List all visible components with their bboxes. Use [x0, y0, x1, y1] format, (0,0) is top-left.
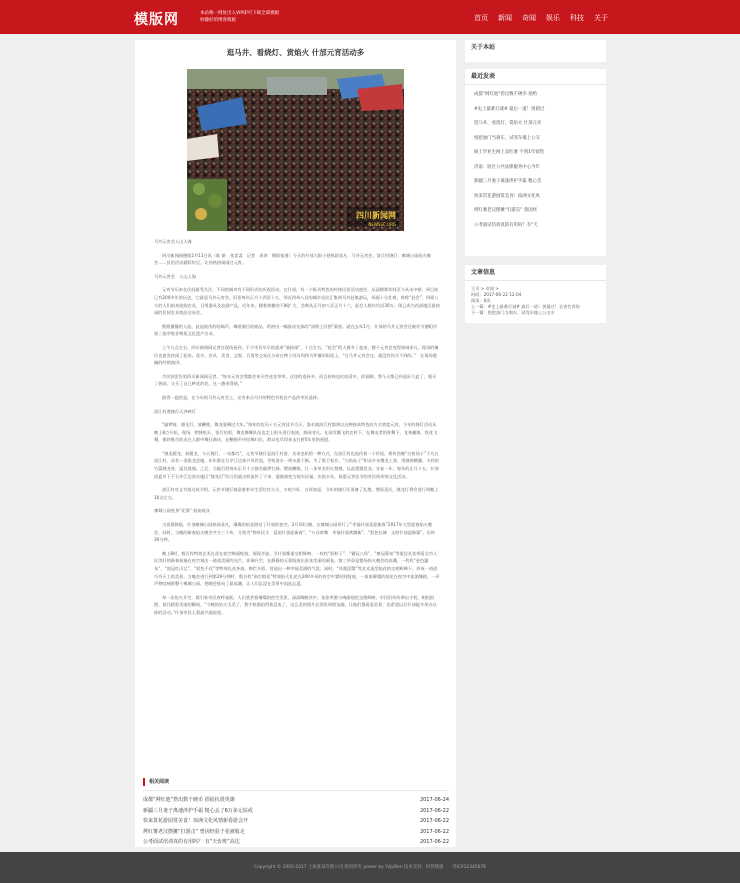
photo-watermark: 四川新闻网: [356, 211, 396, 220]
nav-item-tech[interactable]: 科技: [570, 14, 584, 22]
related-item-title[interactable]: 新疆三月妻子离速涉护手霜 粗心丢了6万多元钻戒: [143, 807, 253, 814]
recent-item[interactable]: 济南：原区公共法律服务中心今年: [474, 164, 540, 170]
info-line: 主页 > 奇闻 >: [471, 286, 499, 291]
slogan-line: 本站唯一网址出入VIP即可下载全部模板: [200, 11, 280, 16]
related-reading: [143, 778, 449, 848]
related-item[interactable]: [143, 795, 449, 806]
recent-item[interactable]: 逛马井、看烧灯、赏焰火 什邡元宵: [474, 121, 542, 126]
related-item-date: 2017-06-22: [419, 807, 449, 814]
recent-item[interactable]: 硕士毕业生网上卖红薯 不到1年销售: [474, 150, 545, 155]
main-nav: [474, 13, 608, 23]
nav-item-entertainment[interactable]: 娱乐: [546, 14, 560, 22]
article-photo: [187, 69, 404, 231]
related-item-date: 2017-06-22: [419, 818, 449, 825]
article-paragraph: 四川新闻网德阳2月11日讯（陈 新 张雷睿 记者 周鸿 摄影报道）今天的什邡大街小巷热闹非凡：马井元宵会、洛江村烧灯、雍城公园焰火晚会……民俗活动精彩纷呈，让你热热闹闹过元宵。: [154, 252, 431, 266]
info-line: 时间：2017-06-22 12:04: [471, 292, 522, 297]
related-heading: 相关阅读: [143, 778, 449, 786]
nav-item-news[interactable]: 新闻: [498, 14, 512, 22]
recent-item[interactable]: 公考面试培训真的有用吗？有“天: [474, 222, 538, 228]
article-paragraph: 元宵节历来在民间最受关注，不同的城市有不同形式的庆祝活动。在什邡，有一个极具特色的传统民俗活动盛会，从清朝那年间至今从未中断，到目前已有200多年的历史，它就是马井元宵会。旧俗每年正月十四至十五，邻近四州八县的城乡居民汇集到马井赶集游玩，场面十分壮观，故称“赶会”，四面八方的人们前来选购农具，日用器具及农副产品，近年来，随着规模的不断扩大，会期从正月初八至正月十六，赶会人数年均近30万，现已成为西部地区最热闹的民间农业商品交易会。: [154, 287, 440, 316]
recent-item[interactable]: 悦把油门当刹车，试驾车撞上公交: [474, 135, 540, 141]
sidebar-info: [465, 265, 606, 323]
article-panel: [135, 40, 456, 847]
related-item-title[interactable]: 成都“网红池”捞出数千硬币 捐给抗震英雄: [143, 797, 235, 803]
article-paragraph: “烧龙精龙，焰精龙，今天烧灯，一年都红”，元宵节烧灯是洛江村最、众求也始的一种方式，在洛江村也流传着一个传说，相传西晚“白鱼仙子”下凡在洛江村，而有一条银龙恋她，年年都在石亭江边来兴风作浪，导致洛水一带水患不断。为了保卫家乡，“白鱼仙子”和众乡亲携龙上奔，用烧掉腾翼、火药的竹篙烧龙身，逼其逃遁。之后，当地百姓每年正月十五都会敲锣打鼓，燃放鞭炮，扎一条草龙用火焚烧，以此震慑恶龙。年复一年，每年的正月十五，什邡洛夏乡下不石亭江边洛水地区“烧龙灯”的习俗就这样流传了下来，逐渐演变为现实祈福，庆祝丰年，祝愿元宵佳节的有民间传统文化活动。: [154, 450, 439, 479]
related-item[interactable]: [143, 827, 449, 838]
article-paragraph: 值得一提的是，在今年的马井元宵会上，还有来自马井的特色有机农产品供市民选择。: [162, 394, 322, 400]
site-header: [0, 0, 740, 34]
slogan-line: 妙趣好的博客模板: [200, 18, 236, 23]
related-item-title[interactable]: 快来贯花游园赏美食！琼洲文化风情新春游会开: [143, 818, 249, 825]
article-paragraph: 市民郭雷告诉四川新闻网记者，“每年元宵会我都会来买些花花草草，这里的选择多，而且价格也比较适中，你看啊，我今天都已经选好几盆了，既买了热闹，又买了自己种花的花，这一趟来得值。”: [154, 373, 437, 387]
related-item[interactable]: [143, 837, 449, 848]
related-list: [143, 795, 449, 848]
recent-list: [465, 85, 606, 233]
article-subheading: 雍城公园变身“花海” 焰焰观众: [154, 508, 210, 514]
about-heading: 关于本站: [471, 44, 496, 51]
related-item[interactable]: [143, 806, 449, 817]
article-subheading: 洛江村逻烧灯天齐映灯: [154, 408, 196, 414]
info-line[interactable]: 上一篇：#史上最难灯谜# 最后一道！别猜过！全省告诉你: [471, 304, 580, 309]
divider: [143, 790, 449, 791]
sidebar-recent: [465, 69, 606, 256]
nav-item-about[interactable]: 关于: [594, 14, 608, 22]
info-heading: 文章信息: [465, 265, 606, 281]
article-paragraph: 熙熙攘攘的人流，此起彼伏的吆喝声，琳琅满目的商品，给初出一幅流动交体的“清明上河图”画卷。就在去年1月，什邡的马井元宵会还被评为德阳市第三批市级非物质文化遗产名录。: [154, 323, 438, 337]
article-paragraph: 洛江村对文书第这成介绍，元宵节烧灯寓意着来年生活红红火火、丰收兴旺、吉祥如意，今年的烧灯还准备了礼炮，增添喜庆，烧龙灯将会进行到晚上10点左右。: [154, 487, 439, 500]
recent-heading: 最近发表: [465, 69, 606, 85]
nav-item-odd-news[interactable]: 奇闻: [522, 14, 536, 22]
article-paragraph: 当夜幕降临，什邡雍城公园热闹非凡，璀璨的焰花照亮了什邡的夜空。2月10日晚，在雍城公园举行了“幸福什邡喜迎新春”2017年大型迎春焰火晚会，同时，当晚的新春焰火晚会共分三个块，分别为“物阜民丰 富裕什邡迎新春”、“万众欢舞 幸福什邡欢腾新”、“彩色长城 文明什邡迎新篇”，历时30分钟。: [154, 522, 436, 543]
sidebar-about: [465, 40, 606, 62]
recent-item[interactable]: 烤红薯老汉摆摊“打游击” 曾因经: [474, 208, 538, 213]
article-body: [154, 238, 440, 623]
related-item-date: 2017-06-22: [419, 828, 449, 835]
nav-item-home[interactable]: 首页: [474, 14, 488, 22]
recent-item[interactable]: 成都“网红池”捞出数千硬币 捐给: [474, 92, 538, 97]
site-slogan: [200, 10, 279, 24]
article-paragraph: “敲锣鼓、烧龙灯，放鞭炮，舞龙耍狮过大年。”每年的农历十五元宵佳节当天，洛水镇洛江村都将以这种独具特色的方式欢度元宵。今年的烧灯活动从晚上8点开始，现场，锣鼓喧天、张灯结彩，舞龙舞狮队伍也走上街头进行表演，热闹非凡。在雨雪飘飞的农村下，在舞龙者的挥舞下，龙身翻滚，铁花飞舞，惟妙惟肖的龙在人群中舞狂满动，在鞭炮声中回舞归位，群众也早得来去打拼5年里的祝愿。: [154, 422, 438, 443]
info-lines: [465, 281, 606, 321]
article-subheading: 马井元宵会人山人海: [154, 239, 192, 244]
article-paragraph: 晚上8时，数百枚特效艺术礼花在夜空绚丽绽放，展现多姿，引什邡都重交相辉映。一枚枚“彩粒子”、“繁冠八角”、“雍冠幕布”等重仪礼花带看全市人民美好的新春祝福在夜空划出一道道美丽的光芒，祥瑞升空，在静静的天幕绽放出张张美丽的画卷。第三华章是整场焰火晚会的高潮，一枚枚“金色瀑布”、“流冠红闪芯”、“彩色千花”等特效礼花齐放，绚烂多彩，营造出一种幸福美满的气氛；同时，“凤凰涅槃”等艺术造型焰花的交相辉映下，形成一道道巧夺天工的美景。当晚会进行到第29分钟时，数百枚“高空烟花”特效焰火礼花在200多米的夜空中霎时间绽放，一束束璀璨的焰花在夜空中流淌舞蹈，一声声赞叹响彻整个雍城公园，把晚会推向了最高潮，让人们沉浸在美景中流连忘返。: [154, 550, 440, 587]
photo-watermark-sub: NEWSSC.ORG: [368, 222, 396, 227]
related-item[interactable]: [143, 816, 449, 827]
article-subheading: 马井元宵会 人山人海: [154, 273, 196, 279]
info-line: 阅读：0次: [471, 298, 491, 303]
related-item-title[interactable]: 烤红薯老汉摆摊“打游击” 曾因经验于花被收走: [143, 828, 245, 835]
recent-item[interactable]: 新疆三月妻子离速涉护手霜 粗心丢: [474, 179, 542, 184]
related-item-title[interactable]: 公考面试培训真的有用吗？ 有“天价班”高达: [143, 839, 240, 846]
site-footer: Copyright © 2002-2017 上海某某有限公司 版权所有 power by YzjuRen 技术支持：织梦模板 苏ICP12345678: [0, 852, 740, 883]
info-line[interactable]: 下一篇：悦把油门当刹车，试驾车撞上公交车: [471, 310, 555, 315]
recent-item[interactable]: 快来贯花游园赏美食！琼洲文化风: [474, 193, 540, 199]
article-paragraph: 上午九点左右，四川新闻网记者在现场看到，不少市民早早的就来“凑热闹”，十点左右，“赶会”的人群多了起来，整个元宵会变得热闹非凡，现场的摊位也愈发热闹了起来。花卉、农具、美食、文娱、百货等交易区分布在鸭子河河坝和马井镇的街道上，“在马井元宵会这，就没有你买不到的。” 在现场摆摊的经销商讲。: [154, 344, 439, 366]
article-paragraph: 每一次焰火升空，都引来市民欢呼雀跃。人们欣赏着璀璨的夜空美景，深深陶醉其中。张张笑脸与绚丽烟花交相辉映，市民们纷纷拿出手机、相机拍照，留住精彩美丽的瞬间。“今晚的焰火太美了，我手机都拍得快没电了，这么美的照片必须发到朋友圈，让他们都看看美景，也希望以后什邡能多举办这样的活动。”什邡市民王莉高兴地说道。: [154, 594, 437, 615]
related-item-date: 2017-06-22: [419, 839, 449, 846]
recent-item[interactable]: #史上最难灯谜# 最后一道！别猜过: [474, 106, 545, 112]
site-logo[interactable]: 模版网: [134, 12, 179, 28]
related-item-date: 2017-06-24: [419, 797, 449, 803]
article-title: 逛马井、看烧灯、赏焰火 什邡元宵活动多: [226, 48, 365, 57]
